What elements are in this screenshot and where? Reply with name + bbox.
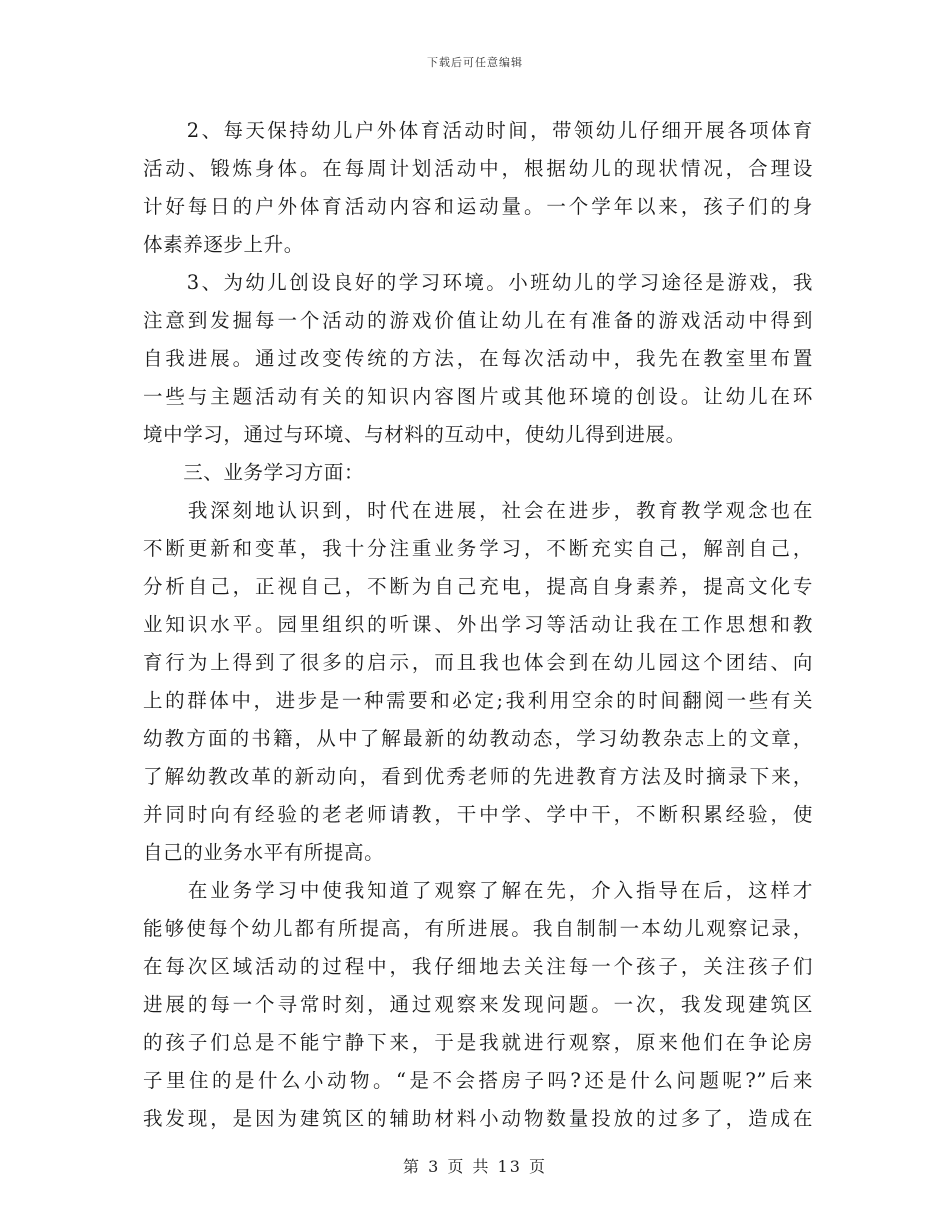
document-body bbox=[143, 112, 813, 1138]
text-line: 在每次区域活动的过程中，我仔细地去关注每一个孩子，关注孩子们 bbox=[143, 955, 813, 978]
text-line: 境中学习，通过与环境、与材料的互动中，使幼儿得到进展。 bbox=[143, 423, 686, 446]
section-heading: 三、业务学习方面： bbox=[143, 461, 365, 484]
text-line: 体素养逐步上升。 bbox=[143, 233, 304, 256]
text-line: 自己的业务水平有所提高。 bbox=[143, 841, 385, 864]
text-line: 并同时向有经验的老老师请教，干中学、学中干，不断积累经验，使 bbox=[143, 803, 813, 826]
text-line: 分析自己，正视自己，不断为自己充电，提高自身素养，提高文化专 bbox=[143, 575, 813, 598]
text-line: 3、为幼儿创设良好的学习环境。小班幼儿的学习途径是游戏，我 bbox=[143, 271, 813, 294]
text-line: 活动、锻炼身体。在每周计划活动中，根据幼儿的现状情况，合理设 bbox=[143, 157, 813, 180]
text-line: 幼教方面的书籍，从中了解最新的幼教动态，学习幼教杂志上的文章， bbox=[143, 727, 813, 750]
text-line: 自我进展。通过改变传统的方法，在每次活动中，我先在教室里布置 bbox=[143, 347, 813, 370]
text-line: 上的群体中，进步是一种需要和必定;我利用空余的时间翻阅一些有关 bbox=[143, 689, 813, 712]
text-line: 业知识水平。园里组织的听课、外出学习等活动让我在工作思想和教 bbox=[143, 613, 813, 636]
text-line: 育行为上得到了很多的启示，而且我也体会到在幼儿园这个团结、向 bbox=[143, 651, 813, 674]
text-line: 我发现，是因为建筑区的辅助材料小动物数量投放的过多了，造成在 bbox=[143, 1107, 813, 1130]
text-line: 2、每天保持幼儿户外体育活动时间，带领幼儿仔细开展各项体育 bbox=[143, 119, 813, 142]
text-line: 计好每日的户外体育活动内容和运动量。一个学年以来，孩子们的身 bbox=[143, 195, 813, 218]
page-header: 下载后可任意编辑 bbox=[427, 56, 523, 69]
text-line: 在业务学习中使我知道了观察了解在先，介入指导在后，这样才 bbox=[143, 879, 813, 902]
text-line: 能够使每个幼儿都有所提高，有所进展。我自制制一本幼儿观察记录， bbox=[143, 917, 813, 940]
text-line: 子里住的是什么小动物。“是不会搭房子吗?还是什么问题呢?”后来 bbox=[143, 1069, 813, 1092]
text-line: 了解幼教改革的新动向，看到优秀老师的先进教育方法及时摘录下来， bbox=[143, 765, 813, 788]
text-line: 一些与主题活动有关的知识内容图片或其他环境的创设。让幼儿在环 bbox=[143, 385, 813, 408]
text-line: 进展的每一个寻常时刻，通过观察来发现问题。一次，我发现建筑区 bbox=[143, 993, 813, 1016]
page-number: 第 3 页 共 13 页 bbox=[403, 1157, 547, 1176]
text-line: 的孩子们总是不能宁静下来，于是我就进行观察，原来他们在争论房 bbox=[143, 1031, 813, 1054]
text-line: 我深刻地认识到，时代在进展，社会在进步，教育教学观念也在 bbox=[143, 499, 813, 522]
text-line: 不断更新和变革，我十分注重业务学习，不断充实自己，解剖自己， bbox=[143, 537, 813, 560]
text-line: 注意到发掘每一个活动的游戏价值让幼儿在有准备的游戏活动中得到 bbox=[143, 309, 813, 332]
